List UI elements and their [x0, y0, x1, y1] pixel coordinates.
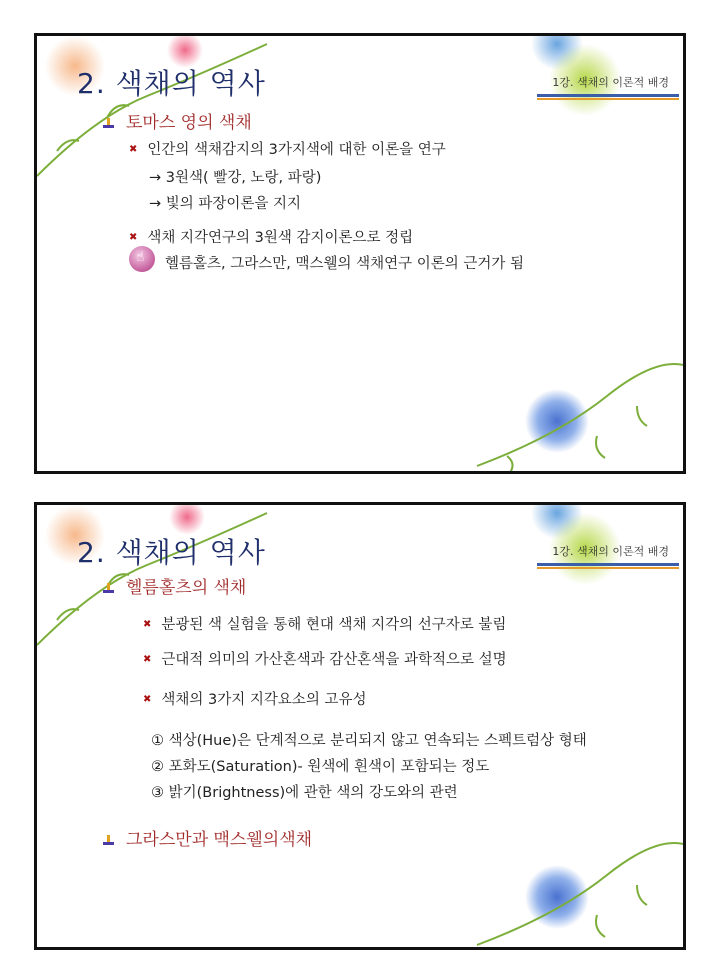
list-item: → 3원색( 빨강, 노랑, 파랑): [149, 170, 322, 186]
section-heading: 토마스 영의 색채: [103, 108, 252, 133]
slide-1: [34, 33, 686, 474]
lecture-label: 1강. 색채의 이론적 배경: [552, 545, 669, 558]
header-rule: [537, 563, 679, 566]
lecture-label: 1강. 색채의 이론적 배경: [552, 76, 669, 89]
list-item: ✖ 색채의 3가지 지각요소의 고유성: [143, 692, 367, 708]
list-item: ② 포화도(Saturation)- 원색에 흰색이 포함되는 정도: [151, 759, 490, 775]
pointing-hand-icon: ☝: [129, 246, 155, 272]
x-bullet-icon: ✖: [143, 619, 152, 630]
bullet-icon: [103, 583, 114, 594]
list-item: ✖ 분광된 색 실험을 통해 현대 색채 지각의 선구자로 불림: [143, 617, 507, 633]
list-item: ③ 밝기(Brightness)에 관한 색의 강도와의 관련: [151, 785, 458, 801]
x-bullet-icon: ✖: [143, 654, 152, 665]
x-bullet-icon: ✖: [129, 144, 138, 155]
list-item: ✖ 인간의 색채감지의 3가지색에 대한 이론을 연구: [129, 142, 446, 158]
slide-title: 2. 색채의 역사: [77, 536, 266, 569]
floral-decoration: [37, 505, 686, 950]
header-rule-accent: [537, 567, 679, 569]
header-rule-accent: [537, 98, 679, 100]
slide-2: [34, 502, 686, 950]
list-item: ✖ 근대적 의미의 가산혼색과 감산혼색을 과학적으로 설명: [143, 652, 507, 668]
header-rule: [537, 94, 679, 97]
list-item: ① 색상(Hue)은 단계적으로 분리되지 않고 연속되는 스펙트럼상 형태: [151, 733, 587, 749]
section-heading: 헬름홀츠의 색채: [103, 573, 246, 598]
list-item: 헬름홀츠, 그라스만, 맥스웰의 색채연구 이론의 근거가 됨: [165, 256, 525, 272]
bullet-icon: [103, 118, 114, 129]
x-bullet-icon: ✖: [143, 694, 152, 705]
slide-title: 2. 색채의 역사: [77, 67, 266, 100]
section-heading: 그라스만과 맥스웰의색채: [103, 825, 312, 850]
list-item: → 빛의 파장이론을 지지: [149, 196, 302, 212]
list-item: ✖ 색채 지각연구의 3원색 감지이론으로 정립: [129, 230, 414, 246]
x-bullet-icon: ✖: [129, 232, 138, 243]
bullet-icon: [103, 835, 114, 846]
